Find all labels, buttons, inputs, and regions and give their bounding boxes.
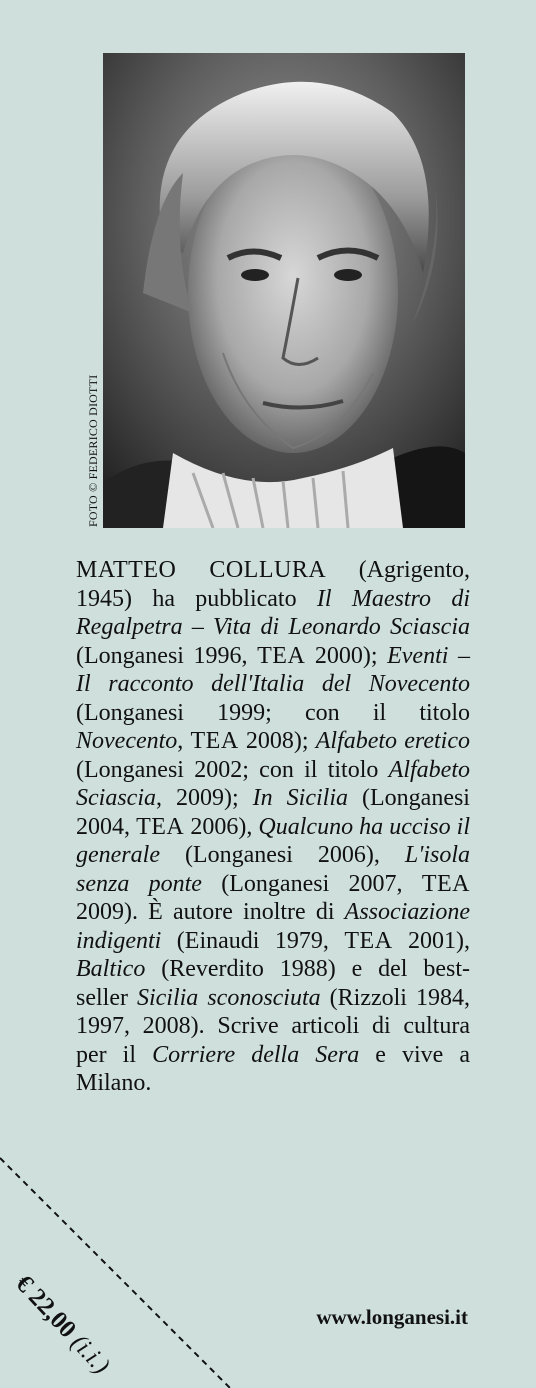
publisher-tea: TEA: [190, 728, 239, 754]
photo-credit: FOTO © FEDERICO DIOTTI: [86, 374, 100, 527]
author-name: MATTEO COLLURA: [76, 557, 327, 583]
bio-text: 2008);: [238, 728, 316, 754]
publisher-tea: TEA: [257, 642, 306, 669]
book-title: Corriere della Sera: [152, 1041, 360, 1068]
bio-text: , 2009);: [155, 785, 253, 811]
bio-text: e vive a Milano.: [76, 1041, 471, 1096]
bio-text: 2009). È autore inoltre di: [76, 899, 345, 925]
bio-text: (Longanesi 1996,: [76, 642, 258, 669]
book-title: Novecento: [76, 728, 178, 754]
bio-text: (Agrigento, 1945) ha pubblicato: [76, 557, 470, 612]
bio-text: (Reverdito 1988) e del best-seller: [76, 956, 470, 1011]
publisher-tea: TEA: [421, 870, 471, 897]
book-title: Associazione indigenti: [76, 899, 470, 954]
bio-text: 2001),: [392, 927, 470, 954]
bio-text: (Einaudi 1979,: [161, 927, 345, 954]
book-title: In Sicilia: [252, 785, 348, 811]
bio-text: (Longanesi 2006),: [159, 842, 405, 868]
publisher-website: www.longanesi.it: [316, 1305, 468, 1329]
price-amount: € 22,00: [10, 1270, 82, 1344]
author-portrait-icon: [103, 53, 465, 528]
book-title: Alfabeto eretico: [315, 728, 470, 754]
author-biography: [76, 556, 470, 1098]
book-title: Il Maestro di Regalpetra – Vita di Leonardo Sciascia: [76, 585, 470, 640]
publisher-tea: TEA: [344, 927, 393, 954]
bio-text: 2000);: [305, 642, 388, 669]
author-photo: [103, 53, 465, 528]
bio-text: 2006),: [184, 813, 259, 840]
book-title: Sicilia sconosciuta: [136, 984, 321, 1011]
publisher-tea: TEA: [136, 813, 185, 840]
bio-text: (Longanesi 1999; con il titolo: [76, 699, 470, 726]
book-title: Qualcuno ha ucciso il generale: [76, 813, 470, 868]
book-title: Baltico: [76, 956, 146, 982]
bio-text: (Rizzoli 1984, 1997, 2008). Scrive articoli di cultura per il: [76, 984, 470, 1068]
book-title: Alfabeto Sciascia: [76, 756, 470, 811]
book-title: Eventi – Il racconto dell'Italia del Novecento: [76, 642, 470, 697]
bio-text: (Longanesi 2004,: [76, 785, 470, 840]
price-note: (i.i.): [65, 1329, 115, 1380]
bio-text: (Longanesi 2002; con il titolo: [76, 756, 389, 783]
book-title: L'isola senza ponte: [76, 842, 470, 897]
bio-text: (Longanesi 2007,: [201, 870, 422, 897]
bio-text: ,: [177, 728, 191, 754]
